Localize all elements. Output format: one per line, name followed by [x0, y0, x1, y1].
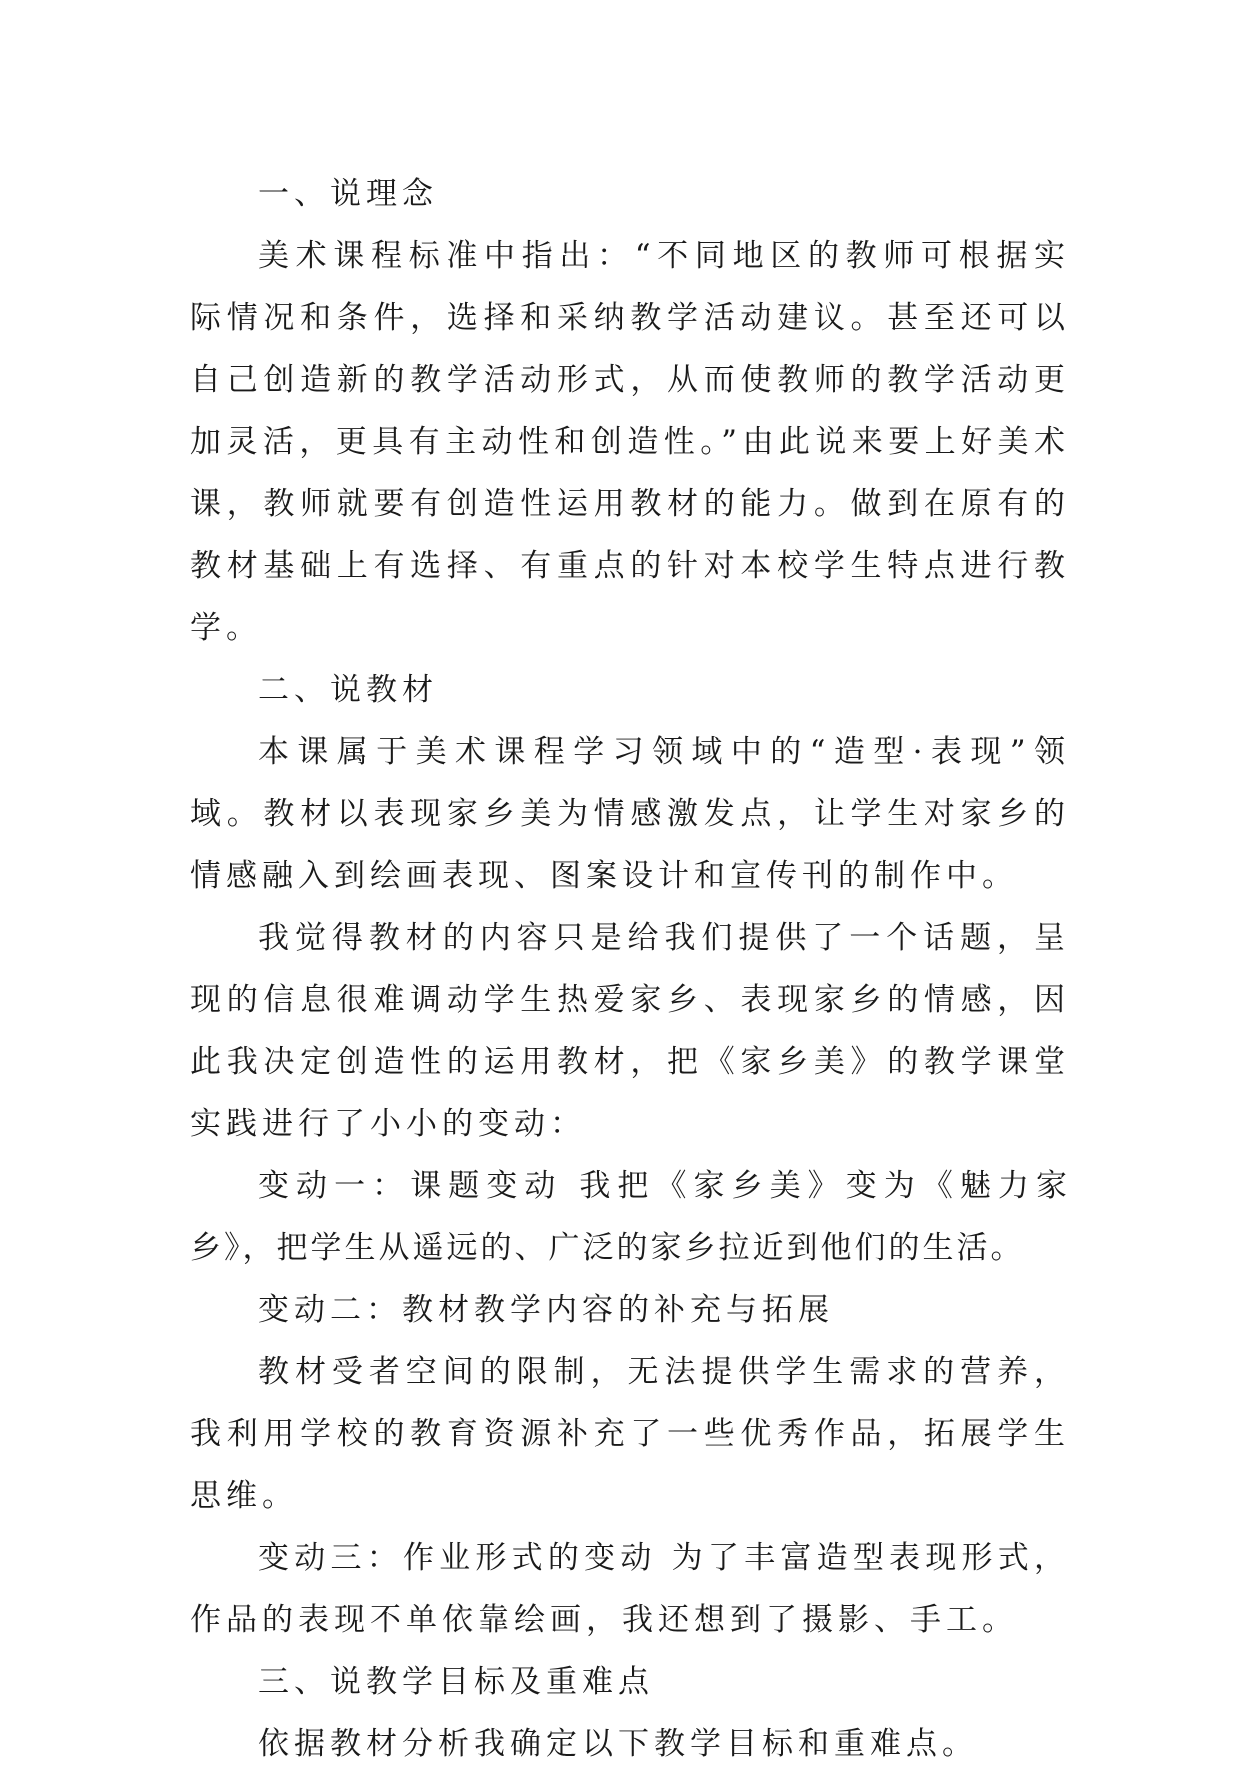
section-heading-goals: 三、说教学目标及重难点 — [258, 1664, 654, 1700]
paragraph-change-two-detail: 教材受者空间的限制，无法提供学生需求的营养，我利用学校的教育资源补充了一些优秀作品，拓展学生思维。 — [190, 1354, 1070, 1514]
paragraph-change-one: 变动一：课题变动 我把《家乡美》变为《魅力家乡》，把学生从遥远的、广泛的家乡拉近到他们的生活。 — [190, 1168, 1070, 1266]
paragraph-change-three: 变动三：作业形式的变动 为了丰富造型表现形式，作品的表现不单依靠绘画，我还想到了摄影、手工。 — [190, 1540, 1070, 1638]
paragraph-goals-intro: 依据教材分析我确定以下教学目标和重难点。 — [258, 1726, 978, 1762]
document-body — [190, 163, 1070, 1775]
section-heading-textbook: 二、说教材 — [258, 672, 438, 708]
paragraph-philosophy: 美术课程标准中指出：“不同地区的教师可根据实际情况和条件，选择和采纳教学活动建议。甚至还可以自己创造新的教学活动形式，从而使教师的教学活动更加灵活，更具有主动性和创造性。”由此说来要上好美术课，教师就要有创造性运用教材的能力。做到在原有的教材基础上有选择、有重点的针对本校学生特点进行教学。 — [190, 238, 1070, 646]
paragraph-textbook-opinion: 我觉得教材的内容只是给我们提供了一个话题，呈现的信息很难调动学生热爱家乡、表现家乡的情感，因此我决定创造性的运用教材，把《家乡美》的教学课堂实践进行了小小的变动： — [190, 920, 1070, 1142]
paragraph-textbook-domain: 本课属于美术课程学习领域中的“造型·表现”领域。教材以表现家乡美为情感激发点，让学生对家乡的情感融入到绘画表现、图案设计和宣传刊的制作中。 — [190, 734, 1070, 894]
section-heading-philosophy: 一、说理念 — [258, 176, 438, 212]
paragraph-change-two: 变动二：教材教学内容的补充与拓展 — [258, 1292, 834, 1328]
